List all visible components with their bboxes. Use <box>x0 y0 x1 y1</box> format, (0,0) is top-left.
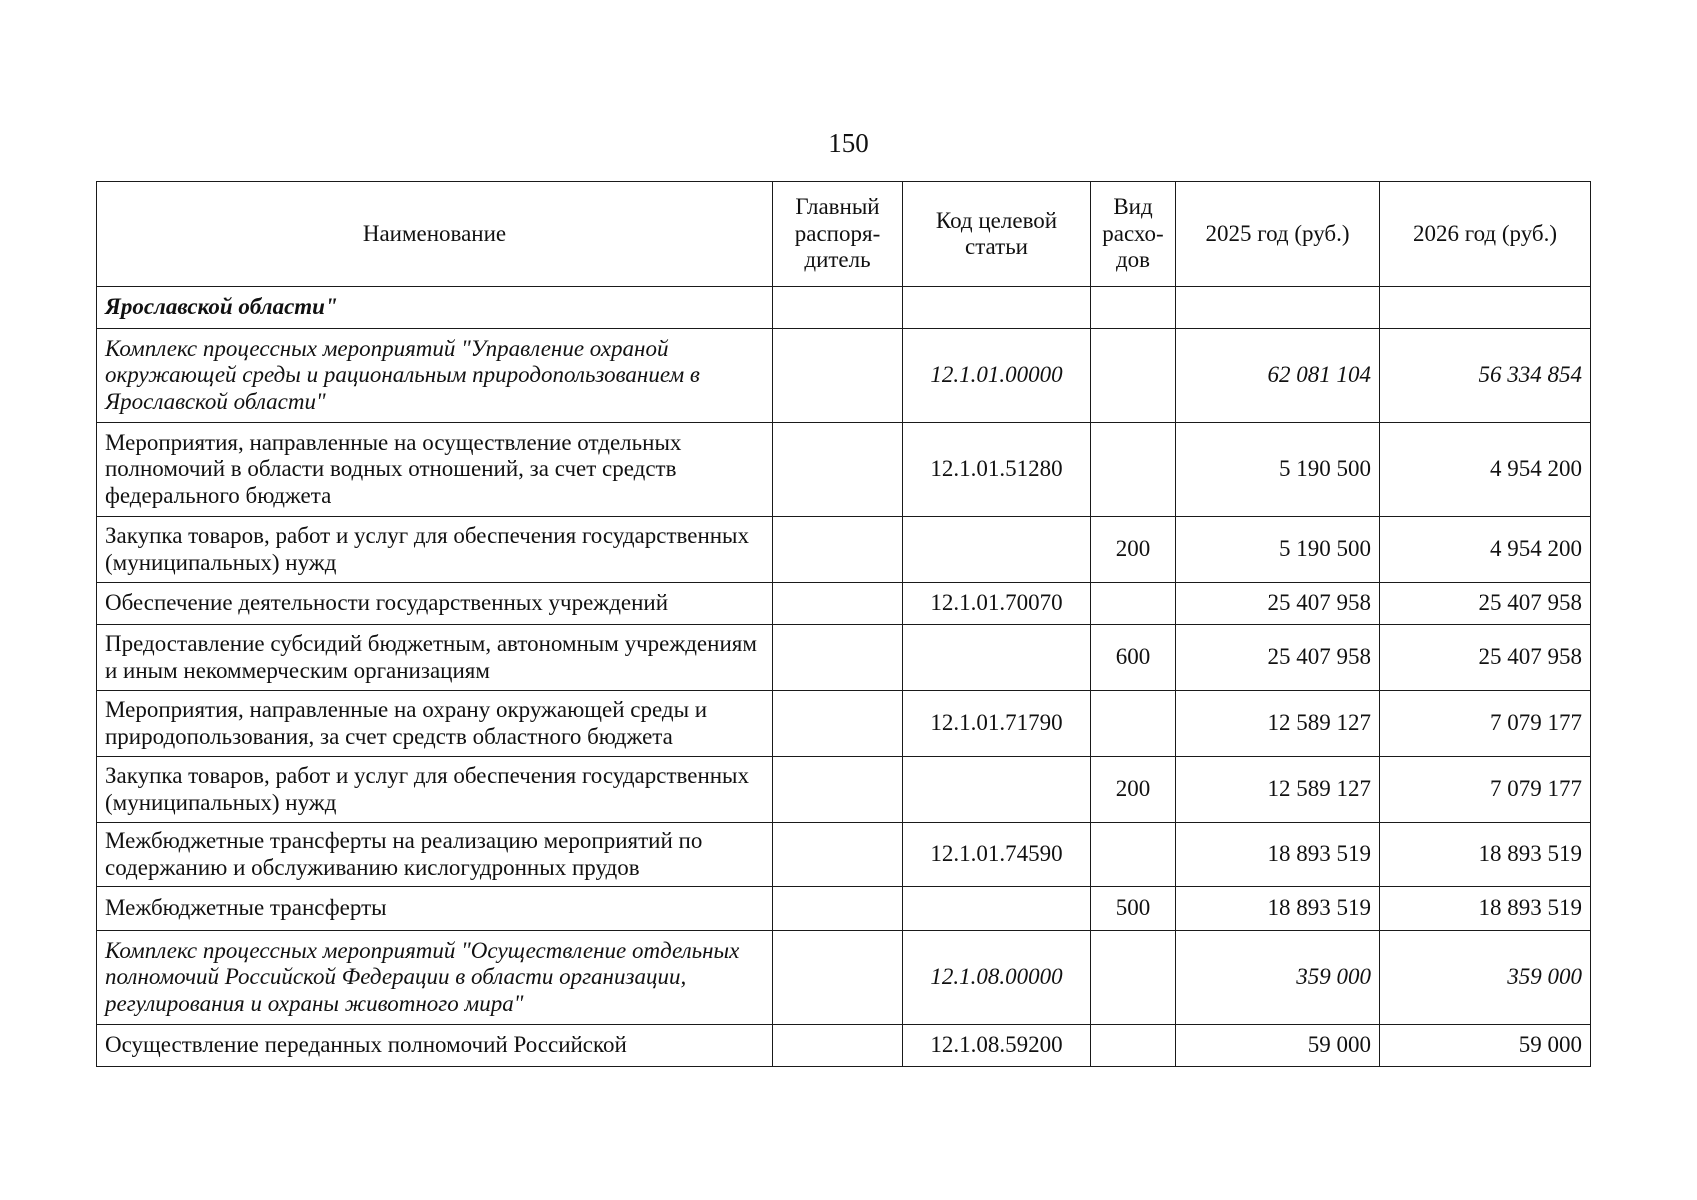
row-value-2026-cell: 4 954 200 <box>1380 517 1591 583</box>
row-chief-admin-cell <box>773 423 903 517</box>
row-name-cell: Комплекс процессных мероприятий "Управление охраной окружающей среды и рациональным природопользованием в Ярославской области" <box>97 329 773 423</box>
row-chief-admin-cell <box>773 517 903 583</box>
row-code-cell: 12.1.01.74590 <box>903 823 1091 887</box>
row-value-2025-cell: 12 589 127 <box>1176 757 1380 823</box>
table-header-row <box>97 182 1591 287</box>
row-value-2026-cell: 7 079 177 <box>1380 691 1591 757</box>
row-value-2026-cell: 18 893 519 <box>1380 823 1591 887</box>
row-code-cell: 12.1.01.51280 <box>903 423 1091 517</box>
row-value-2025-cell: 5 190 500 <box>1176 517 1380 583</box>
row-value-2026-cell: 359 000 <box>1380 931 1591 1025</box>
row-name-cell: Осуществление переданных полномочий Российской <box>97 1025 773 1067</box>
row-value-2025-cell: 59 000 <box>1176 1025 1380 1067</box>
row-value-2025-cell: 359 000 <box>1176 931 1380 1025</box>
row-code-cell: 12.1.01.71790 <box>903 691 1091 757</box>
row-code-cell: 12.1.01.70070 <box>903 583 1091 625</box>
row-code-cell <box>903 757 1091 823</box>
row-value-2026-cell: 7 079 177 <box>1380 757 1591 823</box>
row-chief-admin-cell <box>773 823 903 887</box>
table-row <box>97 823 1591 887</box>
row-chief-admin-cell <box>773 329 903 423</box>
row-value-2026-cell: 4 954 200 <box>1380 423 1591 517</box>
row-value-2026-cell: 56 334 854 <box>1380 329 1591 423</box>
header-name: Наименование <box>97 182 773 287</box>
row-code-cell: 12.1.08.59200 <box>903 1025 1091 1067</box>
row-name-cell: Межбюджетные трансферты <box>97 887 773 931</box>
row-expense-type-cell <box>1091 1025 1176 1067</box>
row-value-2025-cell: 25 407 958 <box>1176 583 1380 625</box>
row-expense-type-cell: 500 <box>1091 887 1176 931</box>
row-chief-admin-cell <box>773 691 903 757</box>
row-chief-admin-cell <box>773 1025 903 1067</box>
row-expense-type-cell: 200 <box>1091 517 1176 583</box>
row-name-cell: Ярославской области" <box>97 287 773 329</box>
row-name-cell: Мероприятия, направленные на осуществление отдельных полномочий в области водных отношений, за счет средств федерального бюджета <box>97 423 773 517</box>
row-expense-type-cell <box>1091 329 1176 423</box>
row-chief-admin-cell <box>773 931 903 1025</box>
row-name-cell: Комплекс процессных мероприятий "Осуществление отдельных полномочий Российской Федерации в области организации, регулирования и охраны животного мира" <box>97 931 773 1025</box>
row-code-cell: 12.1.01.00000 <box>903 329 1091 423</box>
row-chief-admin-cell <box>773 583 903 625</box>
row-value-2026-cell: 59 000 <box>1380 1025 1591 1067</box>
table-row <box>97 1025 1591 1067</box>
row-name-cell: Мероприятия, направленные на охрану окружающей среды и природопользования, за счет средств областного бюджета <box>97 691 773 757</box>
table-body <box>97 287 1591 1067</box>
row-chief-admin-cell <box>773 287 903 329</box>
row-value-2026-cell: 25 407 958 <box>1380 625 1591 691</box>
row-value-2025-cell: 18 893 519 <box>1176 887 1380 931</box>
row-code-cell <box>903 625 1091 691</box>
row-value-2026-cell: 18 893 519 <box>1380 887 1591 931</box>
table-row <box>97 329 1591 423</box>
row-expense-type-cell: 600 <box>1091 625 1176 691</box>
row-chief-admin-cell <box>773 887 903 931</box>
table-row <box>97 757 1591 823</box>
row-code-cell <box>903 287 1091 329</box>
row-name-cell: Обеспечение деятельности государственных учреждений <box>97 583 773 625</box>
table-row <box>97 517 1591 583</box>
header-target-code: Код целевой статьи <box>903 182 1091 287</box>
row-chief-admin-cell <box>773 757 903 823</box>
header-year-2026: 2026 год (руб.) <box>1380 182 1591 287</box>
row-expense-type-cell <box>1091 691 1176 757</box>
header-expense-type: Вид расхо-дов <box>1091 182 1176 287</box>
row-value-2025-cell: 5 190 500 <box>1176 423 1380 517</box>
table-row <box>97 931 1591 1025</box>
table-row <box>97 583 1591 625</box>
row-chief-admin-cell <box>773 625 903 691</box>
row-value-2026-cell <box>1380 287 1591 329</box>
row-expense-type-cell <box>1091 931 1176 1025</box>
table-row <box>97 625 1591 691</box>
row-name-cell: Закупка товаров, работ и услуг для обеспечения государственных (муниципальных) нужд <box>97 517 773 583</box>
row-code-cell <box>903 517 1091 583</box>
row-value-2025-cell: 12 589 127 <box>1176 691 1380 757</box>
row-value-2025-cell: 62 081 104 <box>1176 329 1380 423</box>
table-row <box>97 287 1591 329</box>
page-number: 150 <box>828 128 869 158</box>
row-value-2026-cell: 25 407 958 <box>1380 583 1591 625</box>
row-expense-type-cell <box>1091 823 1176 887</box>
table-row <box>97 423 1591 517</box>
table-row <box>97 691 1591 757</box>
budget-table <box>96 181 1591 1067</box>
row-value-2025-cell <box>1176 287 1380 329</box>
row-code-cell <box>903 887 1091 931</box>
row-name-cell: Предоставление субсидий бюджетным, автономным учреждениям и иным некоммерческим организациям <box>97 625 773 691</box>
header-year-2025: 2025 год (руб.) <box>1176 182 1380 287</box>
row-expense-type-cell <box>1091 423 1176 517</box>
row-expense-type-cell <box>1091 287 1176 329</box>
table-row <box>97 887 1591 931</box>
row-expense-type-cell: 200 <box>1091 757 1176 823</box>
row-name-cell: Закупка товаров, работ и услуг для обеспечения государственных (муниципальных) нужд <box>97 757 773 823</box>
row-code-cell: 12.1.08.00000 <box>903 931 1091 1025</box>
row-name-cell: Межбюджетные трансферты на реализацию мероприятий по содержанию и обслуживанию кислогудронных прудов <box>97 823 773 887</box>
row-expense-type-cell <box>1091 583 1176 625</box>
row-value-2025-cell: 25 407 958 <box>1176 625 1380 691</box>
row-value-2025-cell: 18 893 519 <box>1176 823 1380 887</box>
header-chief-admin: Главный распоря-дитель <box>773 182 903 287</box>
